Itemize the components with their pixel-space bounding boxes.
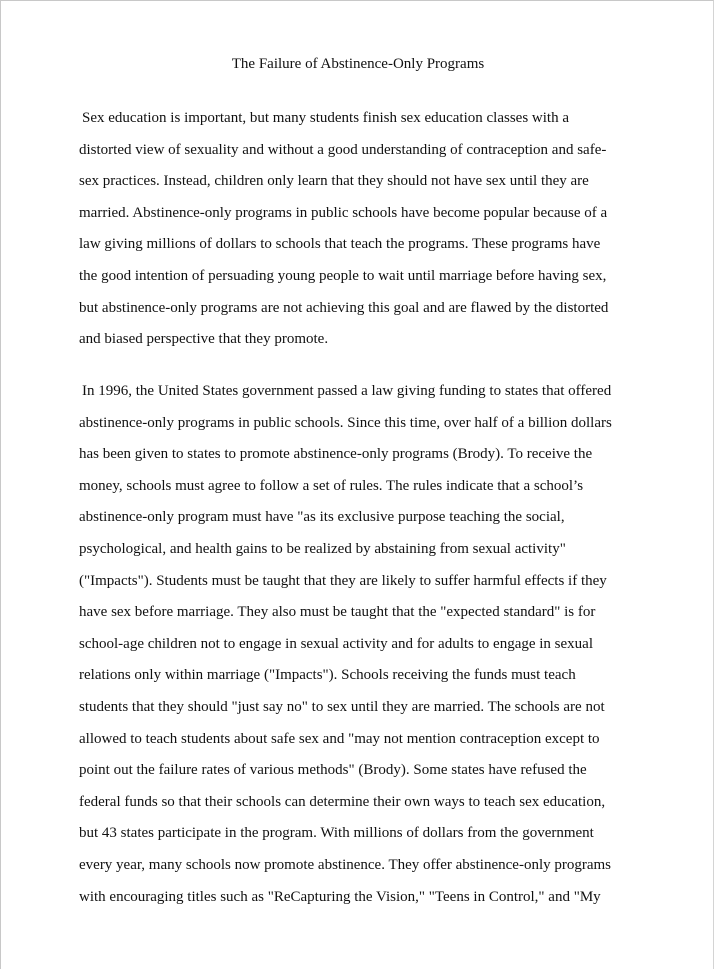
text-line: distorted view of sexuality and without a good understanding of contraception and safe- xyxy=(79,141,607,158)
text-line: abstinence-only programs in public schools. Since this time, over half of a billion dollars xyxy=(79,414,612,431)
text-line: every year, many schools now promote abstinence. They offer abstinence-only programs xyxy=(79,856,612,873)
text-line: sex practices. Instead, children only learn that they should not have sex until they are xyxy=(79,173,589,190)
text-line: ("Impacts"). Students must be taught that they are likely to suffer harmful effects if they xyxy=(79,572,607,589)
text-line: but 43 states participate in the program. With millions of dollars from the government xyxy=(79,825,594,842)
paragraph-2 xyxy=(79,381,639,918)
text-line: the good intention of persuading young people to wait until marriage before having sex, xyxy=(79,267,607,284)
text-line: law giving millions of dollars to schools that teach the programs. These programs have xyxy=(79,236,601,253)
document-title: The Failure of Abstinence-Only Programs xyxy=(231,56,485,72)
text-line: point out the failure rates of various methods" (Brody). Some states have refused the xyxy=(79,762,587,779)
text-line: and biased perspective that they promote. xyxy=(79,331,329,348)
text-line: students that they should "just say no" to sex until they are married. The schools are not xyxy=(79,698,605,715)
text-line: but abstinence-only programs are not achieving this goal and are flawed by the distorted xyxy=(79,299,609,316)
text-line: allowed to teach students about safe sex and "may not mention contraception except to xyxy=(79,730,600,747)
text-line: has been given to states to promote abstinence-only programs (Brody). To receive the xyxy=(79,446,593,463)
text-line: have sex before marriage. They also must be taught that the "expected standard" is for xyxy=(79,604,596,621)
text-line: with encouraging titles such as "ReCapturing the Vision," "Teens in Control," and "My xyxy=(79,888,601,905)
text-line: married. Abstinence-only programs in public schools have become popular because of a xyxy=(79,204,608,221)
text-line: In 1996, the United States government passed a law giving funding to states that offered xyxy=(82,383,612,399)
text-line: relations only within marriage ("Impacts"). Schools receiving the funds must teach xyxy=(79,667,576,684)
text-line: Sex education is important, but many students finish sex education classes with a xyxy=(82,110,569,126)
text-line: school-age children not to engage in sexual activity and for adults to engage in sexual xyxy=(79,635,594,652)
text-line: psychological, and health gains to be realized by abstaining from sexual activity" xyxy=(79,540,566,557)
paragraph-1 xyxy=(79,108,639,361)
text-line: money, schools must agree to follow a set of rules. The rules indicate that a school’s xyxy=(79,477,584,494)
text-line: federal funds so that their schools can determine their own ways to teach sex education, xyxy=(79,793,606,810)
text-line: abstinence-only program must have "as its exclusive purpose teaching the social, xyxy=(79,509,565,526)
